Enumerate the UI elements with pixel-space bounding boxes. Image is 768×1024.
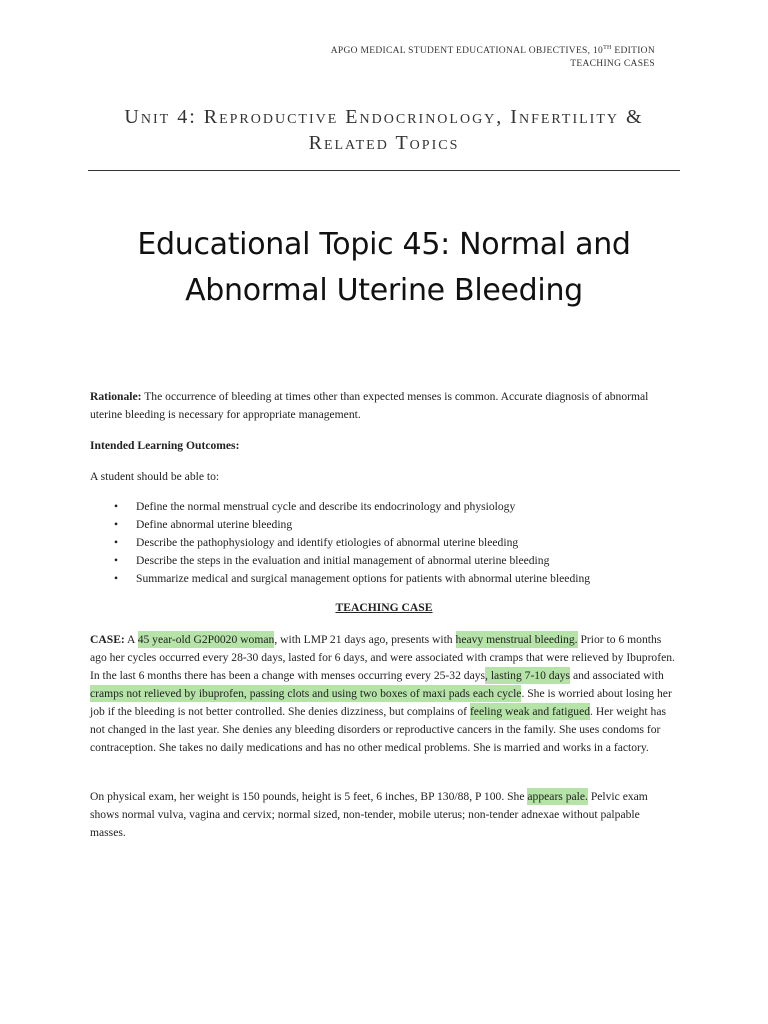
rationale-label: Rationale: (90, 390, 142, 403)
case-label: CASE: (90, 633, 125, 646)
topic-title-line1: Educational Topic 45: Normal and (137, 227, 631, 262)
highlight-pale: appears pale. (527, 790, 588, 803)
unit-title-line1: Unit 4: Reproductive Endocrinology, Infertility & (124, 106, 644, 128)
list-item: • Describe the pathophysiology and identify etiologies of abnormal uterine bleeding (110, 534, 676, 552)
running-header-line2: TEACHING CASES (570, 59, 655, 69)
highlight-age: 45 year-old G2P0020 woman (137, 633, 275, 646)
unit-title-line2: Related Topics (308, 132, 460, 154)
topic-title (88, 222, 680, 314)
exam-paragraph: On physical exam, her weight is 150 pounds, height is 5 feet, 6 inches, BP 130/88, P 100. She appears pale. Pelvic exam shows normal vulva, vagina and cervix; normal sized, non-tender, mobile uterus; non-tender adnexae without palpable masses. (90, 790, 648, 839)
header-divider (88, 170, 680, 171)
bullet-icon: • (114, 500, 119, 513)
learning-outcomes-list (110, 498, 676, 588)
highlight-heavy-bleeding: heavy menstrual bleeding. (455, 633, 578, 646)
bullet-icon: • (114, 536, 119, 549)
list-item: • Describe the steps in the evaluation and initial management of abnormal uterine bleeding (110, 552, 676, 570)
unit-title (88, 104, 680, 156)
highlight-cramps: cramps not relieved by ibuprofen (90, 687, 244, 700)
bullet-icon: • (114, 518, 119, 531)
topic-title-line2: Abnormal Uterine Bleeding (185, 273, 583, 308)
list-item: • Summarize medical and surgical management options for patients with abnormal uterine bleeding (110, 570, 676, 588)
teaching-case-heading: TEACHING CASE (335, 601, 433, 614)
running-header-line1: APGO MEDICAL STUDENT EDUCATIONAL OBJECTIVES, 10TH EDITION (330, 44, 655, 56)
list-item: • Define the normal menstrual cycle and describe its endocrinology and physiology (110, 498, 676, 516)
bullet-icon: • (114, 572, 119, 585)
highlight-duration: , lasting 7-10 days (485, 669, 571, 682)
list-item: • Define abnormal uterine bleeding (110, 516, 676, 534)
learning-outcomes-intro: A student should be able to: (90, 470, 220, 483)
superscript-th: TH (603, 44, 612, 51)
running-header (331, 45, 655, 71)
highlight-clots: , passing clots and using two boxes of maxi pads each cycle (243, 687, 522, 700)
bullet-icon: • (114, 554, 119, 567)
rationale-text: The occurrence of bleeding at times other than expected menses is common. Accurate diagnosis of abnormal uterine bleeding is necessary for appropriate management. (90, 390, 649, 421)
learning-outcomes-heading: Intended Learning Outcomes: (90, 439, 240, 452)
highlight-fatigue: feeling weak and fatigued (469, 705, 591, 718)
rationale-paragraph (90, 388, 676, 424)
case-paragraph: CASE: A 45 year-old G2P0020 woman, with LMP 21 days ago, presents with heavy menstrual bleeding. Prior to 6 months ago her cycles occurred every 28-30 days, lasted for 6 days, and were associated with cramps that were relieved by Ibuprofen. In the last 6 months there has been a change with menses occurring every 25-32 days, lasting 7-10 days and associated with cramps not relieved by ibuprofen, passing clots and using two boxes of maxi pads each cycle. She is worried about losing her job if the bleeding is not better controlled. She denies dizziness, but complains of feeling weak and fatigued. Her weight has not changed in the last year. She denies any bleeding disorders or reproductive cancers in the family. She uses condoms for contraception. She takes no daily medications and has no other medical problems. She is married and works in a factory. (90, 633, 675, 754)
